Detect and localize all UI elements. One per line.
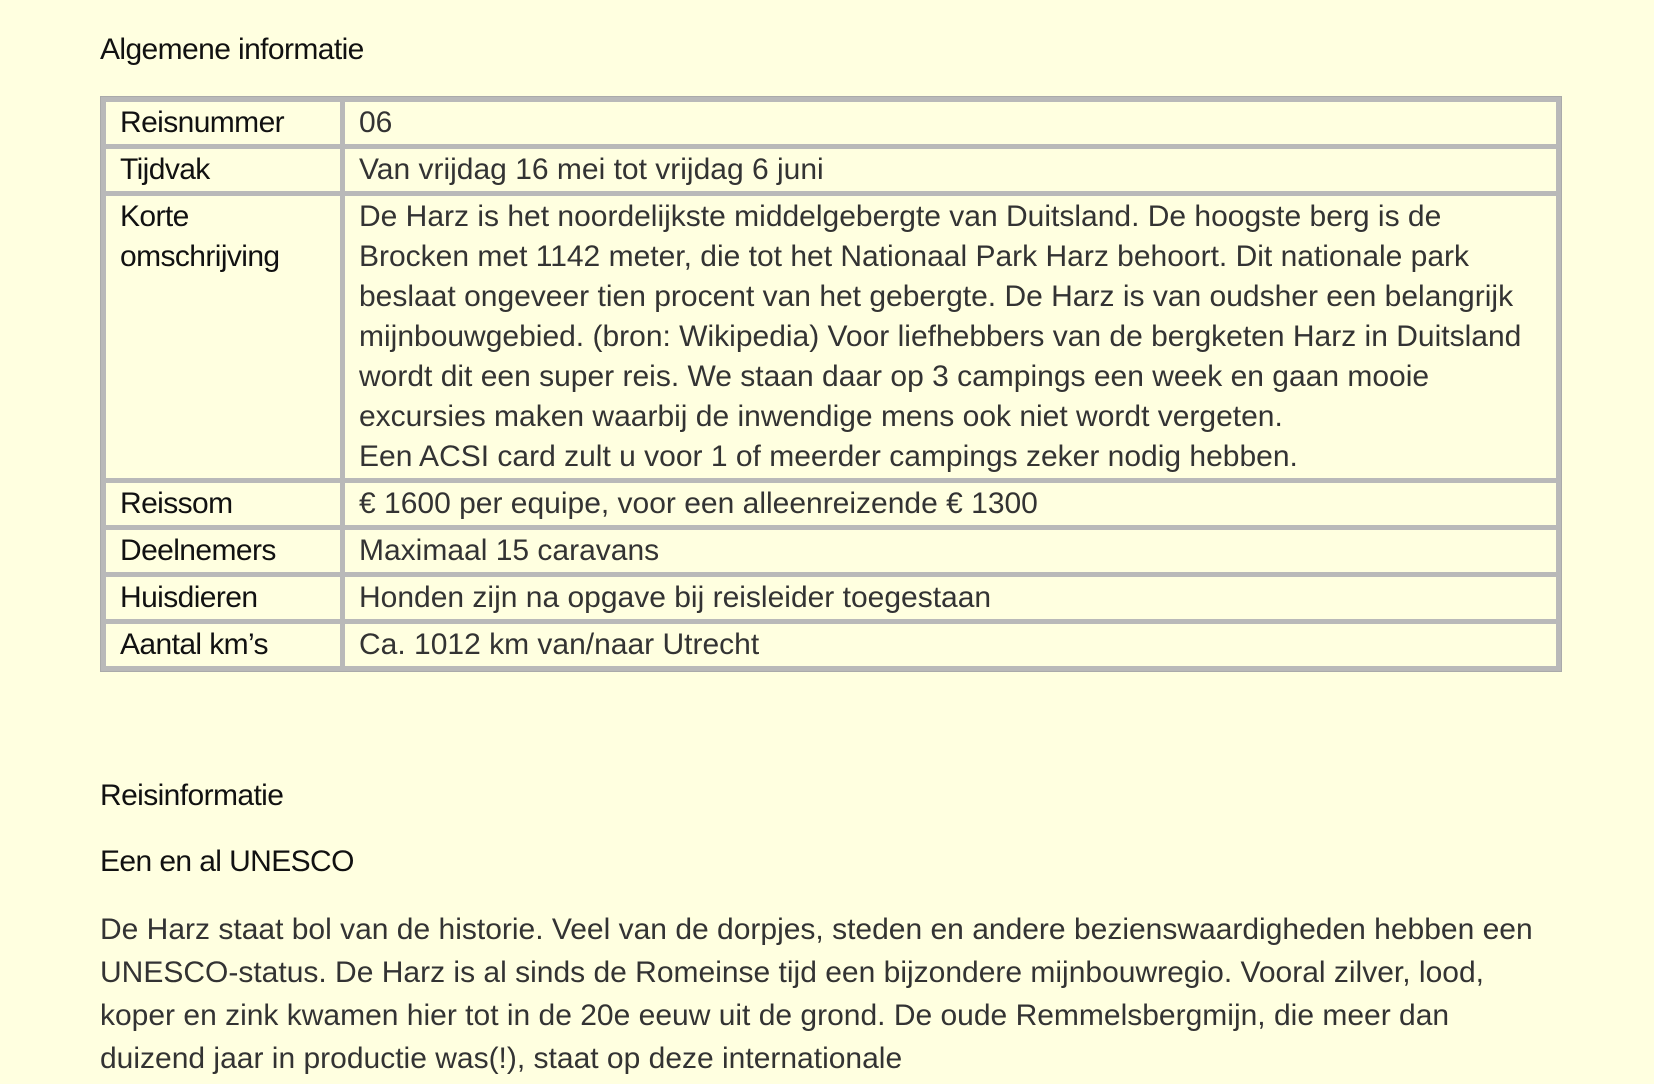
- table-row: [106, 149, 1556, 191]
- table-row: [106, 624, 1556, 666]
- table-row: [106, 196, 1556, 478]
- section-title-general: Algemene informatie: [100, 33, 364, 66]
- row-label-reissom: Reissom: [106, 483, 340, 525]
- row-value-omschrijving: [345, 196, 1556, 478]
- table-row: [106, 483, 1556, 525]
- subsection-title-unesco: Een en al UNESCO: [100, 845, 354, 878]
- description-text: De Harz is het noordelijkste middelgebergte van Duitsland. De hoogste berg is de Brocken met 1142 meter, die tot het Nationaal Park Harz behoort. Dit nationale park beslaat ongeveer tien procent van het gebergte. De Harz is van oudsher een belangrijk mijnbouwgebied. (bron: Wikipedia) Voor liefhebbers van de bergketen Harz in Duitsland wordt dit een super reis. We staan daar op 3 campings een week en gaan mooie excursies maken waarbij de inwendige mens ook niet wordt vergeten.: [359, 200, 1522, 433]
- row-label-omschrijving: Korte omschrijving: [106, 196, 340, 478]
- row-label-tijdvak: Tijdvak: [106, 149, 340, 191]
- table-row: [106, 577, 1556, 619]
- info-table: [100, 96, 1562, 672]
- row-value-huisdieren: Honden zijn na opgave bij reisleider toegestaan: [345, 577, 1556, 619]
- row-value-deelnemers: Maximaal 15 caravans: [345, 530, 1556, 572]
- description-acsi-note: Een ACSI card zult u voor 1 of meerder campings zeker nodig hebben.: [359, 440, 1298, 473]
- table-row: [106, 530, 1556, 572]
- row-label-aantal-km: Aantal km’s: [106, 624, 340, 666]
- row-label-deelnemers: Deelnemers: [106, 530, 340, 572]
- travel-body-text: De Harz staat bol van de historie. Veel van de dorpjes, steden en andere bezienswaardigheden hebben een UNESCO-status. De Harz is al sinds de Romeinse tijd een bijzondere mijnbouwregio. Vooral zilver, lood, koper en zink kwamen hier tot in de 20e eeuw uit de grond. De oude Remmelsbergmijn, die meer dan duizend jaar in productie was(!), staat op deze internationale: [100, 913, 1533, 1075]
- row-label-reisnummer: Reisnummer: [106, 102, 340, 144]
- row-value-reisnummer: 06: [345, 102, 1556, 144]
- row-value-aantal-km: Ca. 1012 km van/naar Utrecht: [345, 624, 1556, 666]
- row-value-reissom: € 1600 per equipe, voor een alleenreizende € 1300: [345, 483, 1556, 525]
- row-value-tijdvak: Van vrijdag 16 mei tot vrijdag 6 juni: [345, 149, 1556, 191]
- table-row: [106, 102, 1556, 144]
- row-label-huisdieren: Huisdieren: [106, 577, 340, 619]
- section-title-travel: Reisinformatie: [100, 779, 284, 812]
